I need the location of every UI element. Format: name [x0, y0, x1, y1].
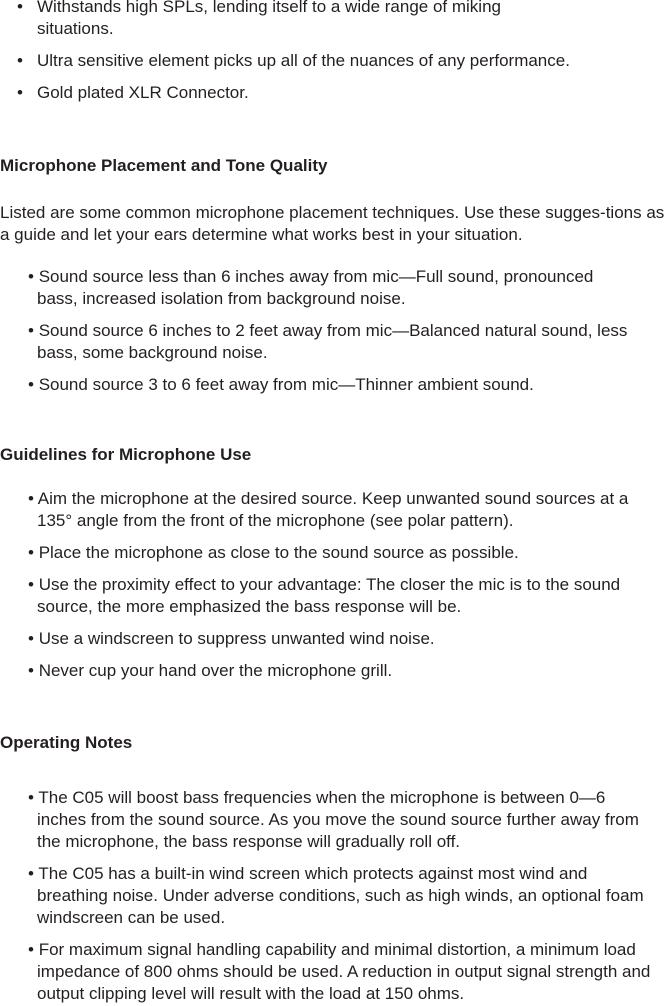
list-item-text: Use a windscreen to suppress unwanted wind noise.: [38, 629, 435, 648]
feature-text: Gold plated XLR Connector.: [37, 83, 249, 102]
list-item: [0, 488, 665, 532]
list-item-text: Never cup your hand over the microphone grill.: [38, 661, 393, 680]
list-item: [0, 660, 665, 682]
list-item: [0, 320, 665, 364]
guidelines-list: [0, 488, 665, 682]
list-item: [0, 266, 637, 310]
bullet: •: [28, 629, 39, 648]
operating-list: [0, 787, 665, 1005]
bullet: •: [28, 321, 39, 340]
list-item: [0, 787, 659, 853]
feature-item: [0, 0, 537, 40]
list-item-text: Sound source 6 inches to 2 feet away from mic—Balanced natural sound, less bass, some background noise.: [37, 321, 628, 362]
section-heading-placement: Microphone Placement and Tone Quality: [0, 156, 328, 175]
list-item-text: For maximum signal handling capability and minimal distortion, a minimum load impedance of 800 ohms should be used. A reduction in output signal strength and output clipping level will result with the load at 150 ohms.: [37, 940, 651, 1003]
bullet: •: [28, 788, 39, 807]
feature-item: [0, 50, 660, 72]
list-item: [0, 863, 652, 929]
list-item-text: The C05 has a built-in wind screen which protects against most wind and breathing noise. Under adverse conditions, such as high winds, an optional foam windscreen can be used.: [37, 864, 644, 927]
bullet: •: [28, 940, 39, 959]
list-item: [0, 939, 652, 1005]
bullet: •: [28, 489, 38, 508]
bullet: •: [28, 864, 39, 883]
feature-text: Ultra sensitive element picks up all of the nuances of any performance.: [37, 51, 570, 70]
bullet: •: [28, 267, 39, 286]
bullet: •: [28, 575, 39, 594]
list-item-text: Sound source 3 to 6 feet away from mic—Thinner ambient sound.: [38, 375, 534, 394]
placement-list: [0, 266, 665, 396]
list-item-text: Sound source less than 6 inches away from mic—Full sound, pronounced bass, increased isolation from background noise.: [37, 267, 594, 308]
list-item-text: Place the microphone as close to the sound source as possible.: [38, 543, 519, 562]
section-heading-operating: Operating Notes: [0, 733, 133, 752]
list-item: [0, 374, 665, 396]
bullet: •: [28, 375, 39, 394]
placement-intro: Listed are some common microphone placement techniques. Use these sugges-tions as a guide and let your ears determine what works best in your situation.: [0, 203, 665, 244]
feature-item: [0, 82, 660, 104]
list-item: [0, 542, 665, 564]
list-item-text: The C05 will boost bass frequencies when the microphone is between 0—6 inches from the sound source. As you move the sound source further away from the microphone, the bass response will gradually roll off.: [37, 788, 639, 851]
section-heading-guidelines: Guidelines for Microphone Use: [0, 445, 252, 464]
list-item: [0, 628, 665, 650]
list-item: [0, 574, 662, 618]
feature-text: Withstands high SPLs, lending itself to a wide range of miking situations.: [37, 0, 501, 38]
feature-list: [0, 0, 660, 104]
bullet: •: [28, 661, 39, 680]
list-item-text: Aim the microphone at the desired source. Keep unwanted sound sources at a 135° angle from the front of the microphone (see polar pattern).: [37, 489, 629, 530]
list-item-text: Use the proximity effect to your advantage: The closer the mic is to the sound source, the more emphasized the bass response will be.: [37, 575, 621, 616]
bullet: •: [28, 543, 39, 562]
